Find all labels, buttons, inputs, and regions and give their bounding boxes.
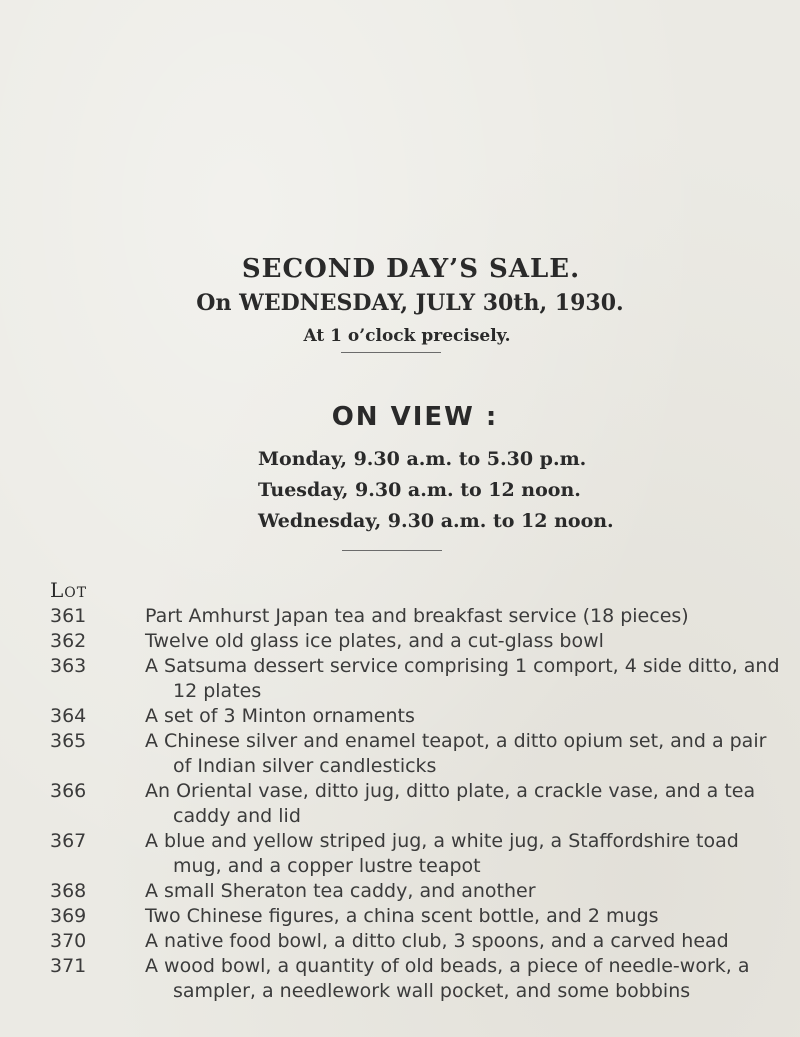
viewing-times-list [258, 444, 614, 537]
lot-description: A set of 3 Minton ornaments [145, 705, 415, 727]
lot-number: 362 [50, 630, 87, 652]
lot-entry [50, 779, 790, 829]
lot-number: 369 [50, 905, 87, 927]
lot-entry [50, 629, 790, 654]
lot-description: A native food bowl, a ditto club, 3 spoons, and a carved head [145, 930, 729, 952]
lot-number: 364 [50, 705, 87, 727]
lot-description: An Oriental vase, ditto jug, ditto plate, a crackle vase, and a tea caddy and lid [145, 780, 756, 827]
lot-number: 370 [50, 930, 87, 952]
sale-date: On WEDNESDAY, JULY 30th, 1930. [196, 290, 624, 316]
viewing-time: Tuesday, 9.30 a.m. to 12 noon. [258, 479, 581, 501]
lot-number: 361 [50, 605, 87, 627]
lot-description: A blue and yellow striped jug, a white jug, a Staffordshire toad mug, and a copper lustre teapot [145, 830, 739, 877]
lot-entry [50, 929, 790, 954]
lot-entry [50, 729, 790, 779]
viewing-time: Monday, 9.30 a.m. to 5.30 p.m. [258, 448, 587, 470]
on-view-heading: ON VIEW : [331, 402, 499, 432]
divider-rule [341, 352, 441, 353]
sale-time: At 1 o’clock precisely. [303, 326, 511, 346]
lot-entry [50, 654, 790, 704]
lot-description: A Satsuma dessert service comprising 1 comport, 4 side ditto, and 12 plates [145, 655, 780, 702]
lot-number: 363 [50, 655, 87, 677]
lot-number: 366 [50, 780, 87, 802]
lot-entry [50, 704, 790, 729]
lot-number: 371 [50, 955, 87, 977]
lot-column-heading: Lot [50, 578, 88, 602]
lot-list [50, 604, 790, 1004]
sale-title: SECOND DAY’S SALE. [241, 254, 581, 284]
divider-rule [342, 550, 442, 551]
lot-number: 367 [50, 830, 87, 852]
sale-header [0, 252, 800, 348]
lot-number: 368 [50, 880, 87, 902]
lot-description: Two Chinese figures, a china scent bottle, and 2 mugs [145, 905, 659, 927]
lot-number: 365 [50, 730, 87, 752]
lot-entry [50, 879, 790, 904]
lot-description: A wood bowl, a quantity of old beads, a piece of needle-work, a sampler, a needlework wall pocket, and some bobbins [145, 955, 750, 1002]
lot-entry [50, 954, 790, 1004]
lot-entry [50, 904, 790, 929]
lot-description: A small Sheraton tea caddy, and another [145, 880, 536, 902]
lot-description: Twelve old glass ice plates, and a cut-glass bowl [145, 630, 604, 652]
lot-entry [50, 829, 790, 879]
lot-description: A Chinese silver and enamel teapot, a ditto opium set, and a pair of Indian silver candlesticks [145, 730, 767, 777]
lot-description: Part Amhurst Japan tea and breakfast service (18 pieces) [145, 605, 689, 627]
lot-entry [50, 604, 790, 629]
viewing-time: Wednesday, 9.30 a.m. to 12 noon. [258, 510, 614, 532]
